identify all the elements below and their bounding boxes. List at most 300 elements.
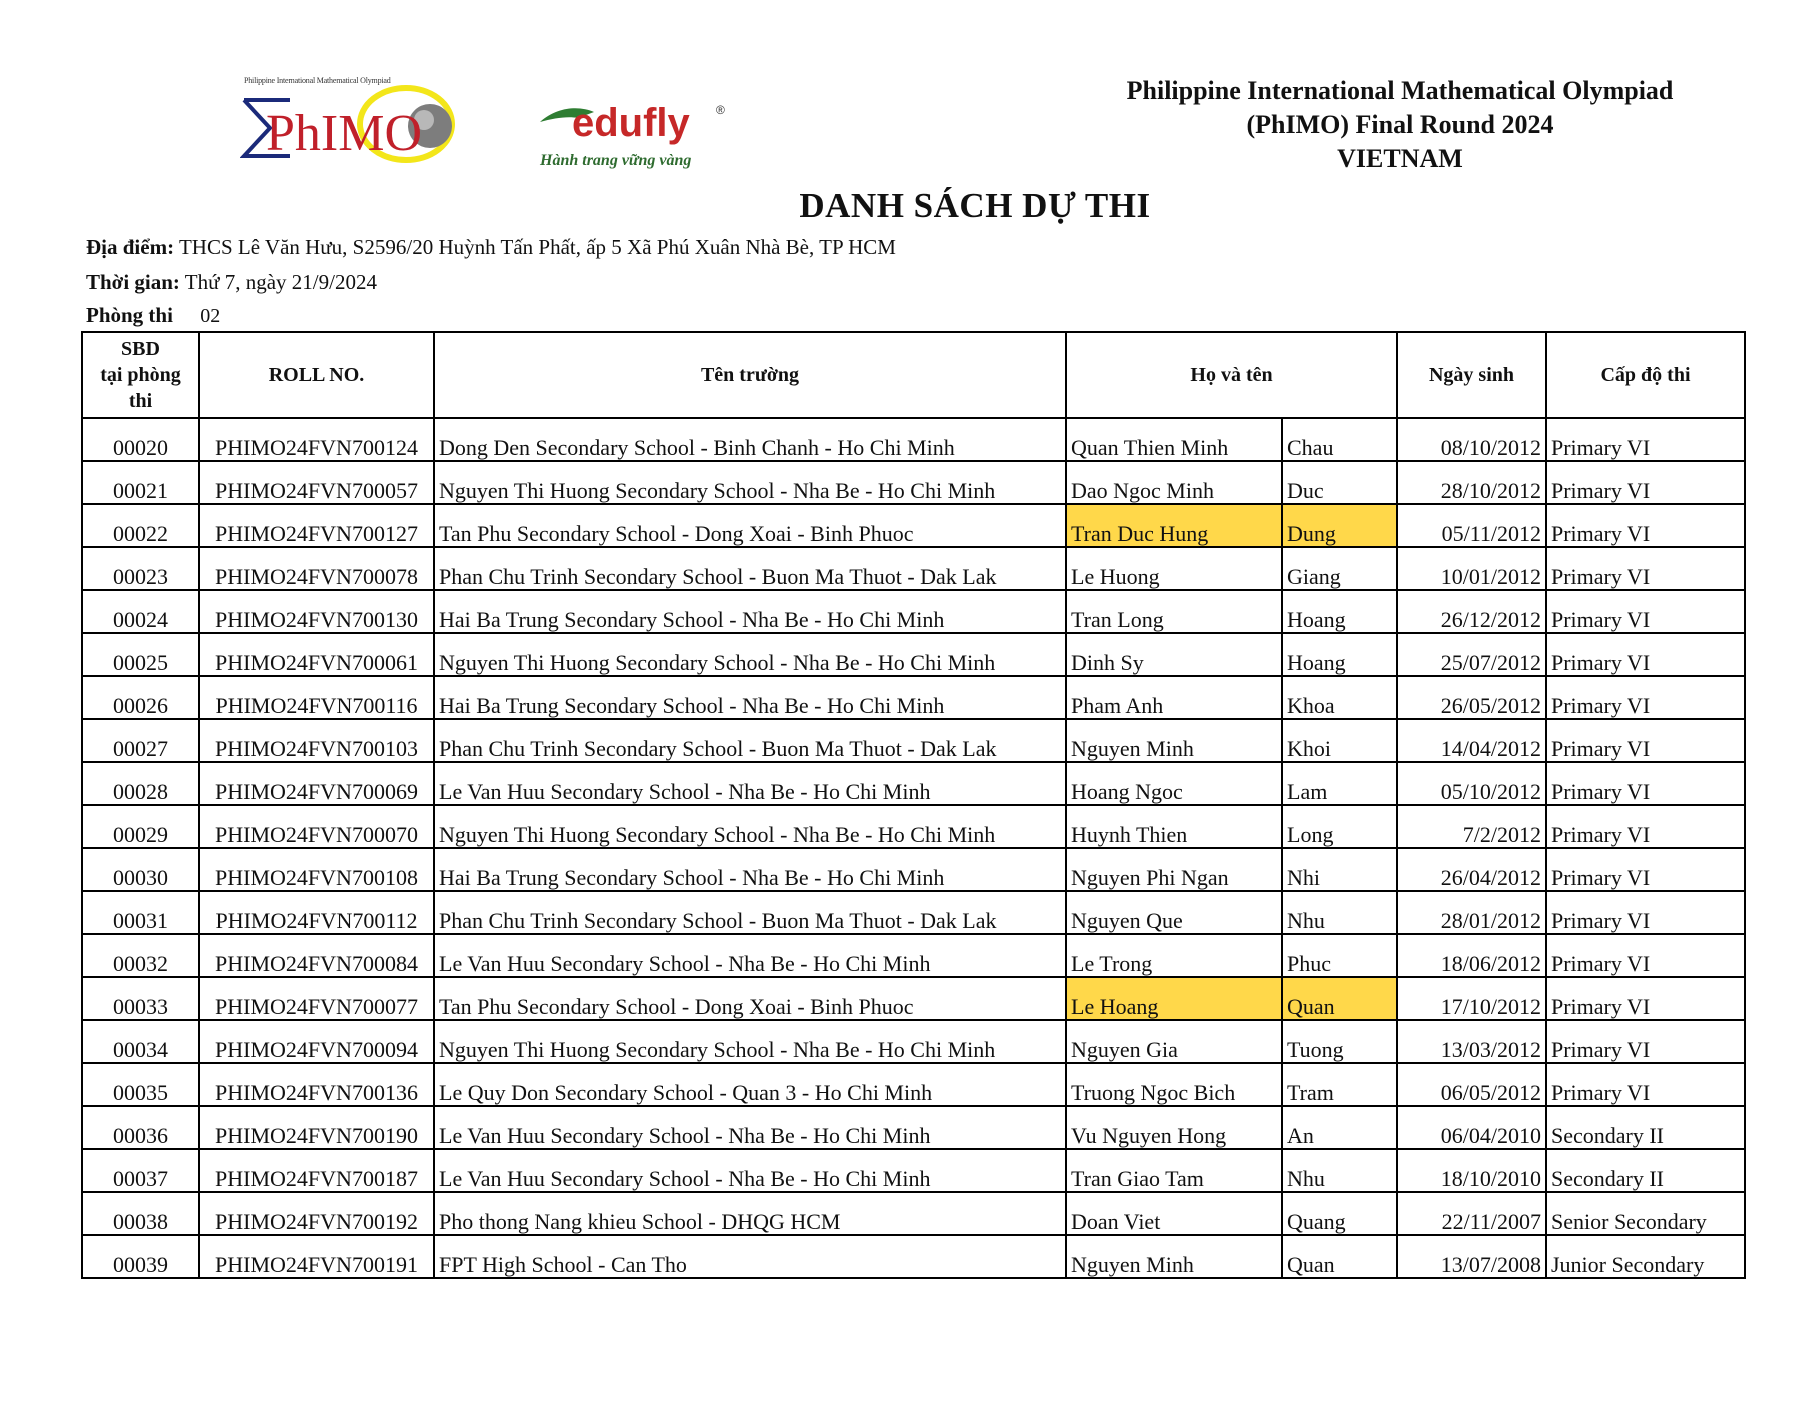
candidate-table xyxy=(81,331,1746,1279)
name-first-cell xyxy=(1066,1020,1282,1063)
dob-cell-text: 26/05/2012 xyxy=(1440,693,1541,718)
roll-no-cell-text: PHIMO24FVN700112 xyxy=(215,908,418,933)
name-first-cell-text: Le Hoang xyxy=(1071,994,1159,1019)
dob-cell xyxy=(1397,504,1546,547)
table-header-row xyxy=(82,332,1745,418)
level-cell-text: Primary VI xyxy=(1551,650,1651,675)
edufly-emblem-icon xyxy=(538,96,728,152)
roll-no-cell xyxy=(199,590,434,633)
school-cell-text: Le Van Huu Secondary School - Nha Be - Ho Chi Minh xyxy=(439,779,931,804)
dob-cell xyxy=(1397,1106,1546,1149)
roll-no-cell xyxy=(199,805,434,848)
event-header-line1: Philippine International Mathematical Olympiad xyxy=(1126,76,1674,105)
dob-cell-text: 13/03/2012 xyxy=(1440,1037,1541,1062)
level-cell xyxy=(1546,977,1745,1020)
dob-cell xyxy=(1397,590,1546,633)
name-last-cell xyxy=(1282,934,1397,977)
dob-cell-text: 18/10/2010 xyxy=(1440,1166,1541,1191)
room-value: 02 xyxy=(200,305,221,327)
roll-no-cell-text: PHIMO24FVN700190 xyxy=(215,1123,418,1148)
name-last-cell-text: Hoang xyxy=(1287,607,1346,632)
table-row xyxy=(82,1192,1745,1235)
name-last-cell xyxy=(1282,1149,1397,1192)
level-cell xyxy=(1546,676,1745,719)
school-cell-text: Tan Phu Secondary School - Dong Xoai - Binh Phuoc xyxy=(439,994,914,1019)
school-cell xyxy=(434,418,1066,461)
school-cell xyxy=(434,977,1066,1020)
table-row xyxy=(82,848,1745,891)
sbd-cell-text: 00030 xyxy=(113,865,168,890)
dob-cell-text: 08/10/2012 xyxy=(1440,435,1541,460)
sbd-cell xyxy=(82,1063,199,1106)
school-cell xyxy=(434,805,1066,848)
event-header-line2: (PhIMO) Final Round 2024 xyxy=(1246,110,1554,139)
name-first-cell-text: Nguyen Phi Ngan xyxy=(1071,865,1229,890)
name-first-cell xyxy=(1066,461,1282,504)
document-title: DANH SÁCH DỰ THI xyxy=(799,186,1151,225)
school-cell xyxy=(434,461,1066,504)
dob-cell xyxy=(1397,805,1546,848)
level-cell-text: Primary VI xyxy=(1551,435,1651,460)
header-roll: ROLL NO. xyxy=(199,332,434,418)
edufly-wordmark: edufly xyxy=(572,101,690,145)
level-cell xyxy=(1546,1235,1745,1278)
name-last-cell-text: Long xyxy=(1287,822,1334,847)
school-cell-text: Le Quy Don Secondary School - Quan 3 - Ho Chi Minh xyxy=(439,1080,933,1105)
time-value: Thứ 7, ngày 21/9/2024 xyxy=(184,270,377,294)
school-cell-text: Le Van Huu Secondary School - Nha Be - Ho Chi Minh xyxy=(439,1123,931,1148)
name-first-cell xyxy=(1066,891,1282,934)
table-row xyxy=(82,504,1745,547)
sbd-cell xyxy=(82,1106,199,1149)
school-cell xyxy=(434,676,1066,719)
level-cell-text: Primary VI xyxy=(1551,908,1651,933)
level-cell-text: Junior Secondary xyxy=(1551,1252,1705,1277)
sbd-cell xyxy=(82,977,199,1020)
name-last-cell-text: An xyxy=(1287,1123,1314,1148)
header-sbd-line3: thi xyxy=(128,390,153,412)
sbd-cell xyxy=(82,590,199,633)
sbd-cell xyxy=(82,719,199,762)
level-cell xyxy=(1546,934,1745,977)
sbd-cell xyxy=(82,805,199,848)
name-last-cell-text: Giang xyxy=(1287,564,1341,589)
table-row xyxy=(82,1106,1745,1149)
sbd-cell xyxy=(82,848,199,891)
name-last-cell-text: Chau xyxy=(1287,435,1334,460)
roll-no-cell-text: PHIMO24FVN700084 xyxy=(215,951,418,976)
name-last-cell xyxy=(1282,848,1397,891)
dob-cell xyxy=(1397,547,1546,590)
name-first-cell xyxy=(1066,977,1282,1020)
roll-no-cell-text: PHIMO24FVN700127 xyxy=(215,521,418,546)
sbd-cell-text: 00033 xyxy=(113,994,168,1019)
level-cell xyxy=(1546,719,1745,762)
school-cell xyxy=(434,547,1066,590)
name-first-cell xyxy=(1066,848,1282,891)
school-cell xyxy=(434,1192,1066,1235)
venue-label: Địa điểm: xyxy=(86,235,175,259)
dob-cell-text: 18/06/2012 xyxy=(1440,951,1541,976)
header-sbd-line2: tại phòng xyxy=(100,364,181,386)
roll-no-cell xyxy=(199,633,434,676)
name-last-cell-text: Nhu xyxy=(1287,908,1325,933)
roll-no-cell-text: PHIMO24FVN700130 xyxy=(215,607,418,632)
name-last-cell-text: Lam xyxy=(1287,779,1328,804)
name-last-cell xyxy=(1282,1235,1397,1278)
name-last-cell xyxy=(1282,547,1397,590)
name-last-cell xyxy=(1282,762,1397,805)
header-school: Tên trường xyxy=(434,332,1066,418)
name-first-cell-text: Nguyen Minh xyxy=(1071,1252,1194,1277)
table-row xyxy=(82,1149,1745,1192)
dob-cell-text: 7/2/2012 xyxy=(1462,822,1541,847)
sbd-cell xyxy=(82,1149,199,1192)
dob-cell-text: 10/01/2012 xyxy=(1440,564,1541,589)
level-cell-text: Primary VI xyxy=(1551,822,1651,847)
school-cell-text: Phan Chu Trinh Secondary School - Buon Ma Thuot - Dak Lak xyxy=(439,564,997,589)
roll-no-cell xyxy=(199,676,434,719)
school-cell-text: Nguyen Thi Huong Secondary School - Nha Be - Ho Chi Minh xyxy=(439,650,996,675)
dob-cell-text: 26/04/2012 xyxy=(1440,865,1541,890)
roll-no-cell xyxy=(199,1106,434,1149)
school-cell-text: Hai Ba Trung Secondary School - Nha Be - Ho Chi Minh xyxy=(439,607,945,632)
table-row xyxy=(82,1020,1745,1063)
sbd-cell xyxy=(82,504,199,547)
name-last-cell-text: Khoa xyxy=(1287,693,1335,718)
level-cell xyxy=(1546,504,1745,547)
level-cell xyxy=(1546,547,1745,590)
name-last-cell xyxy=(1282,719,1397,762)
dob-cell-text: 25/07/2012 xyxy=(1440,650,1541,675)
level-cell xyxy=(1546,418,1745,461)
dob-cell xyxy=(1397,762,1546,805)
name-first-cell xyxy=(1066,590,1282,633)
school-cell-text: Dong Den Secondary School - Binh Chanh - Ho Chi Minh xyxy=(439,435,955,460)
roll-no-cell xyxy=(199,977,434,1020)
dob-cell xyxy=(1397,891,1546,934)
level-cell-text: Primary VI xyxy=(1551,779,1651,804)
roll-no-cell xyxy=(199,1149,434,1192)
school-cell xyxy=(434,590,1066,633)
edufly-logo xyxy=(538,96,728,176)
name-first-cell xyxy=(1066,762,1282,805)
name-first-cell xyxy=(1066,805,1282,848)
school-cell-text: Le Van Huu Secondary School - Nha Be - Ho Chi Minh xyxy=(439,1166,931,1191)
dob-cell xyxy=(1397,934,1546,977)
dob-cell-text: 05/10/2012 xyxy=(1440,779,1541,804)
level-cell-text: Primary VI xyxy=(1551,1037,1651,1062)
table-row xyxy=(82,805,1745,848)
school-cell-text: Nguyen Thi Huong Secondary School - Nha Be - Ho Chi Minh xyxy=(439,822,996,847)
name-last-cell-text: Quang xyxy=(1287,1209,1346,1234)
school-cell-text: Phan Chu Trinh Secondary School - Buon Ma Thuot - Dak Lak xyxy=(439,736,997,761)
room-label: Phòng thi xyxy=(86,303,173,327)
level-cell xyxy=(1546,590,1745,633)
level-cell xyxy=(1546,762,1745,805)
level-cell xyxy=(1546,461,1745,504)
level-cell-text: Primary VI xyxy=(1551,951,1651,976)
dob-cell xyxy=(1397,676,1546,719)
header-sbd-line1: SBD xyxy=(121,338,160,360)
sbd-cell-text: 00034 xyxy=(113,1037,168,1062)
sbd-cell-text: 00039 xyxy=(113,1252,168,1277)
level-cell-text: Primary VI xyxy=(1551,865,1651,890)
roll-no-cell xyxy=(199,719,434,762)
sbd-cell-text: 00027 xyxy=(113,736,168,761)
level-cell xyxy=(1546,633,1745,676)
name-first-cell xyxy=(1066,934,1282,977)
school-cell xyxy=(434,934,1066,977)
name-last-cell xyxy=(1282,418,1397,461)
dob-cell xyxy=(1397,977,1546,1020)
phimo-wordmark: PhIMO xyxy=(266,105,423,162)
name-first-cell-text: Le Huong xyxy=(1071,564,1160,589)
level-cell xyxy=(1546,891,1745,934)
name-first-cell-text: Huynh Thien xyxy=(1071,822,1188,847)
name-last-cell xyxy=(1282,977,1397,1020)
dob-cell-text: 06/04/2010 xyxy=(1440,1123,1541,1148)
school-cell-text: Tan Phu Secondary School - Dong Xoai - Binh Phuoc xyxy=(439,521,914,546)
table-row xyxy=(82,461,1745,504)
roll-no-cell xyxy=(199,504,434,547)
sbd-cell xyxy=(82,1020,199,1063)
roll-no-cell-text: PHIMO24FVN700094 xyxy=(215,1037,418,1062)
name-first-cell-text: Dao Ngoc Minh xyxy=(1071,478,1214,503)
sbd-cell-text: 00036 xyxy=(113,1123,168,1148)
dob-cell xyxy=(1397,719,1546,762)
sbd-cell xyxy=(82,676,199,719)
sbd-cell xyxy=(82,1235,199,1278)
school-cell xyxy=(434,1020,1066,1063)
name-last-cell xyxy=(1282,590,1397,633)
dob-cell-text: 28/10/2012 xyxy=(1440,478,1541,503)
name-last-cell xyxy=(1282,805,1397,848)
level-cell-text: Primary VI xyxy=(1551,693,1651,718)
name-last-cell-text: Phuc xyxy=(1287,951,1331,976)
dob-cell-text: 05/11/2012 xyxy=(1441,521,1541,546)
name-first-cell-text: Hoang Ngoc xyxy=(1071,779,1183,804)
dob-cell xyxy=(1397,848,1546,891)
dob-cell xyxy=(1397,1149,1546,1192)
name-last-cell xyxy=(1282,1106,1397,1149)
school-cell xyxy=(434,848,1066,891)
sbd-cell-text: 00032 xyxy=(113,951,168,976)
roll-no-cell-text: PHIMO24FVN700103 xyxy=(215,736,418,761)
name-last-cell xyxy=(1282,1063,1397,1106)
name-last-cell xyxy=(1282,504,1397,547)
name-last-cell-text: Tram xyxy=(1287,1080,1334,1105)
school-cell xyxy=(434,1149,1066,1192)
name-first-cell xyxy=(1066,1106,1282,1149)
roll-no-cell xyxy=(199,891,434,934)
roll-no-cell xyxy=(199,762,434,805)
name-first-cell xyxy=(1066,504,1282,547)
sbd-cell-text: 00020 xyxy=(113,435,168,460)
table-row xyxy=(82,1235,1745,1278)
table-row xyxy=(82,719,1745,762)
sbd-cell xyxy=(82,418,199,461)
school-cell-text: Nguyen Thi Huong Secondary School - Nha Be - Ho Chi Minh xyxy=(439,1037,996,1062)
level-cell-text: Primary VI xyxy=(1551,1080,1651,1105)
phimo-logo xyxy=(240,76,462,168)
event-header xyxy=(1090,74,1710,176)
roll-no-cell-text: PHIMO24FVN700078 xyxy=(215,564,418,589)
name-first-cell xyxy=(1066,1235,1282,1278)
roll-no-cell xyxy=(199,1192,434,1235)
name-first-cell-text: Le Trong xyxy=(1071,951,1153,976)
name-first-cell xyxy=(1066,1149,1282,1192)
dob-cell-text: 26/12/2012 xyxy=(1440,607,1541,632)
roll-no-cell-text: PHIMO24FVN700136 xyxy=(215,1080,418,1105)
registered-mark: ® xyxy=(716,103,725,117)
roll-no-cell-text: PHIMO24FVN700069 xyxy=(215,779,418,804)
dob-cell-text: 17/10/2012 xyxy=(1440,994,1541,1019)
level-cell-text: Secondary II xyxy=(1551,1123,1665,1148)
table-row xyxy=(82,762,1745,805)
name-last-cell-text: Nhi xyxy=(1287,865,1320,890)
school-cell-text: Hai Ba Trung Secondary School - Nha Be - Ho Chi Minh xyxy=(439,693,945,718)
table-row xyxy=(82,590,1745,633)
sbd-cell xyxy=(82,891,199,934)
dob-cell xyxy=(1397,633,1546,676)
name-first-cell-text: Dinh Sy xyxy=(1071,650,1144,675)
sbd-cell xyxy=(82,1192,199,1235)
roll-no-cell xyxy=(199,418,434,461)
table-row xyxy=(82,934,1745,977)
level-cell-text: Primary VI xyxy=(1551,564,1651,589)
name-last-cell-text: Nhu xyxy=(1287,1166,1325,1191)
edufly-tagline: Hành trang vững vàng xyxy=(540,152,692,169)
dob-cell xyxy=(1397,1020,1546,1063)
room-line xyxy=(86,303,220,328)
name-first-cell-text: Quan Thien Minh xyxy=(1071,435,1229,460)
sbd-cell-text: 00022 xyxy=(113,521,168,546)
name-last-cell-text: Khoi xyxy=(1287,736,1331,761)
sbd-cell xyxy=(82,633,199,676)
roll-no-cell xyxy=(199,1063,434,1106)
school-cell xyxy=(434,1063,1066,1106)
header-level: Cấp độ thi xyxy=(1546,332,1745,418)
name-first-cell xyxy=(1066,1063,1282,1106)
level-cell xyxy=(1546,848,1745,891)
roll-no-cell xyxy=(199,547,434,590)
sbd-cell-text: 00031 xyxy=(113,908,168,933)
roll-no-cell xyxy=(199,461,434,504)
name-first-cell-text: Tran Giao Tam xyxy=(1071,1166,1204,1191)
name-first-cell xyxy=(1066,719,1282,762)
phimo-logo-small-text: Philippine International Mathematical Olympiad xyxy=(244,76,391,85)
header-sbd xyxy=(82,332,199,418)
school-cell xyxy=(434,891,1066,934)
sbd-cell xyxy=(82,934,199,977)
name-first-cell-text: Pham Anh xyxy=(1071,693,1164,718)
name-last-cell xyxy=(1282,891,1397,934)
school-cell xyxy=(434,633,1066,676)
sbd-cell-text: 00037 xyxy=(113,1166,168,1191)
roll-no-cell-text: PHIMO24FVN700187 xyxy=(215,1166,418,1191)
sbd-cell-text: 00023 xyxy=(113,564,168,589)
level-cell-text: Primary VI xyxy=(1551,607,1651,632)
level-cell-text: Senior Secondary xyxy=(1551,1209,1707,1234)
sbd-cell xyxy=(82,762,199,805)
name-last-cell-text: Hoang xyxy=(1287,650,1346,675)
sbd-cell-text: 00025 xyxy=(113,650,168,675)
roll-no-cell-text: PHIMO24FVN700124 xyxy=(215,435,418,460)
sbd-cell xyxy=(82,461,199,504)
sbd-cell xyxy=(82,547,199,590)
sbd-cell-text: 00024 xyxy=(113,607,168,632)
sbd-cell-text: 00026 xyxy=(113,693,168,718)
name-first-cell xyxy=(1066,676,1282,719)
time-line xyxy=(86,270,377,295)
dob-cell-text: 06/05/2012 xyxy=(1440,1080,1541,1105)
dob-cell xyxy=(1397,418,1546,461)
phimo-emblem-icon xyxy=(240,84,462,168)
level-cell-text: Primary VI xyxy=(1551,478,1651,503)
table-row xyxy=(82,1063,1745,1106)
time-label: Thời gian: xyxy=(86,270,180,294)
level-cell xyxy=(1546,1192,1745,1235)
school-cell xyxy=(434,1106,1066,1149)
sbd-cell-text: 00021 xyxy=(113,478,168,503)
name-last-cell xyxy=(1282,1020,1397,1063)
dob-cell xyxy=(1397,461,1546,504)
level-cell xyxy=(1546,1063,1745,1106)
school-cell-text: Le Van Huu Secondary School - Nha Be - Ho Chi Minh xyxy=(439,951,931,976)
table-row xyxy=(82,676,1745,719)
name-first-cell xyxy=(1066,418,1282,461)
roll-no-cell xyxy=(199,934,434,977)
name-last-cell-text: Duc xyxy=(1287,478,1324,503)
name-first-cell-text: Truong Ngoc Bich xyxy=(1071,1080,1236,1105)
roll-no-cell xyxy=(199,1020,434,1063)
level-cell-text: Secondary II xyxy=(1551,1166,1665,1191)
roll-no-cell-text: PHIMO24FVN700192 xyxy=(215,1209,418,1234)
name-first-cell-text: Vu Nguyen Hong xyxy=(1071,1123,1227,1148)
level-cell-text: Primary VI xyxy=(1551,736,1651,761)
sbd-cell-text: 00038 xyxy=(113,1209,168,1234)
name-last-cell-text: Quan xyxy=(1287,994,1335,1019)
venue-line xyxy=(86,235,896,260)
dob-cell xyxy=(1397,1063,1546,1106)
sbd-cell-text: 00029 xyxy=(113,822,168,847)
venue-value: THCS Lê Văn Hưu, S2596/20 Huỳnh Tấn Phất, ấp 5 Xã Phú Xuân Nhà Bè, TP HCM xyxy=(178,235,896,259)
dob-cell-text: 13/07/2008 xyxy=(1440,1252,1541,1277)
event-header-line3: VIETNAM xyxy=(1337,144,1463,173)
school-cell-text: Phan Chu Trinh Secondary School - Buon Ma Thuot - Dak Lak xyxy=(439,908,997,933)
table-row xyxy=(82,891,1745,934)
name-last-cell-text: Tuong xyxy=(1287,1037,1344,1062)
table-row xyxy=(82,418,1745,461)
name-first-cell xyxy=(1066,633,1282,676)
name-first-cell xyxy=(1066,1192,1282,1235)
name-first-cell-text: Doan Viet xyxy=(1071,1209,1161,1234)
school-cell-text: FPT High School - Can Tho xyxy=(439,1252,687,1277)
roll-no-cell xyxy=(199,848,434,891)
roll-no-cell-text: PHIMO24FVN700191 xyxy=(215,1252,418,1277)
level-cell xyxy=(1546,1020,1745,1063)
name-last-cell xyxy=(1282,676,1397,719)
sbd-cell-text: 00035 xyxy=(113,1080,168,1105)
level-cell xyxy=(1546,805,1745,848)
name-last-cell-text: Dung xyxy=(1287,521,1336,546)
school-cell xyxy=(434,504,1066,547)
roll-no-cell-text: PHIMO24FVN700077 xyxy=(215,994,418,1019)
level-cell xyxy=(1546,1106,1745,1149)
name-first-cell-text: Nguyen Gia xyxy=(1071,1037,1178,1062)
school-cell-text: Hai Ba Trung Secondary School - Nha Be - Ho Chi Minh xyxy=(439,865,945,890)
